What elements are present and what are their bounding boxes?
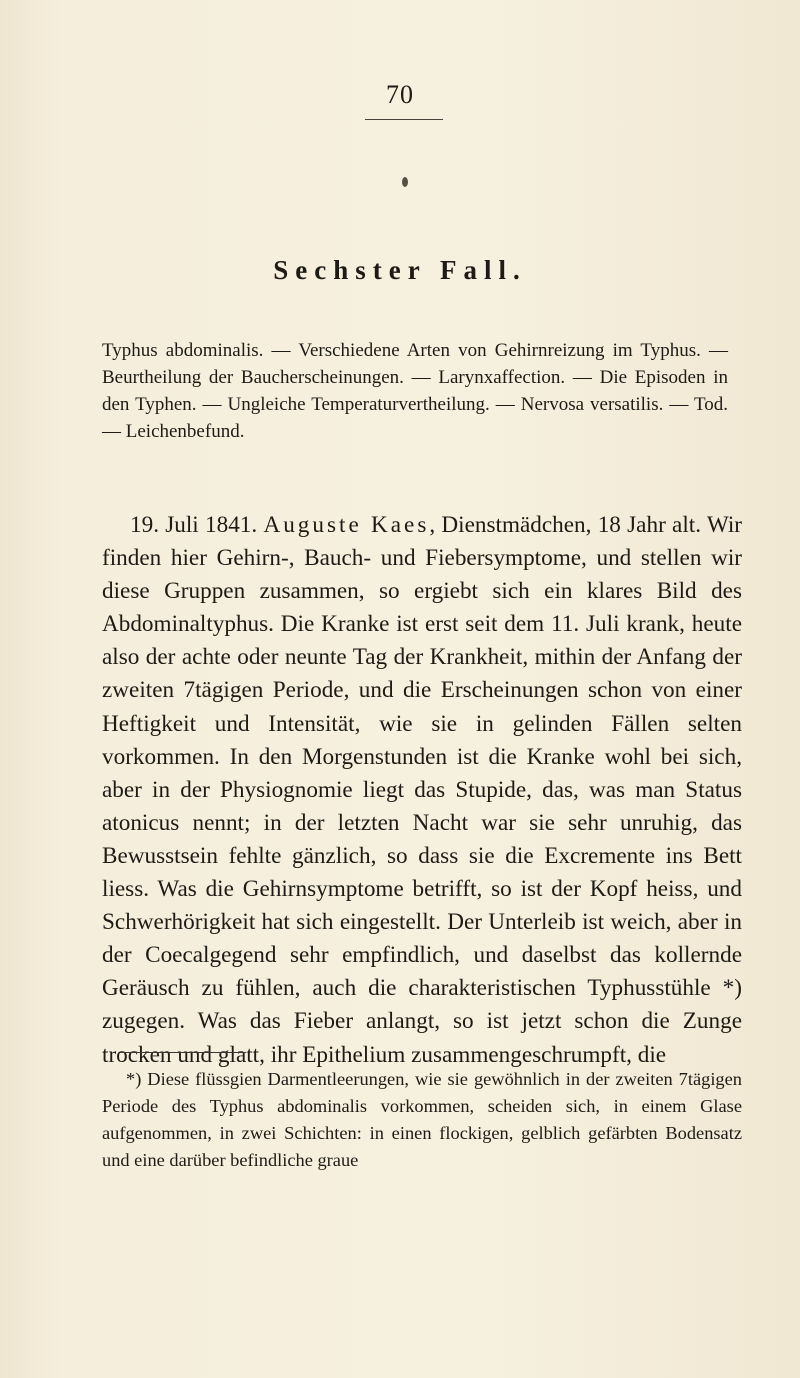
chapter-title: Sechster Fall.: [273, 255, 527, 285]
page-number: 70: [386, 80, 414, 109]
footnote-rule: [120, 1052, 246, 1053]
patient-name: Auguste Kaes: [263, 512, 430, 538]
chapter-summary: Typhus abdominalis. — Verschiedene Arten von Gehirnreizung im Typhus. — Beurtheilung der Baucherscheinungen. — Larynxaffection. — Die Episoden in den Typhen. — Ungleiche Temperaturvertheilung. — Nervosa versatilis. — Tod. — Leichenbefund.: [102, 340, 728, 442]
case-date: 19. Juli 1841.: [130, 512, 258, 538]
page-number-rule: [365, 119, 443, 120]
footnote: *) Diese flüssgien Darmentleerungen, wie sie gewöhnlich in der zweiten 7tägigen Periode des Typhus abdominalis vorkommen, scheiden sich, in einem Glase aufgenommen, in zwei Schichten: in einen flockigen, gelblich gefärbten Bodensatz und eine darüber befindliche graue: [102, 1069, 742, 1170]
ink-spot-ornament-icon: [402, 177, 408, 187]
case-text: , Dienstmädchen, 18 Jahr alt. Wir finden hier Gehirn-, Bauch- und Fiebersymptome, und stellen wir diese Gruppen zusammen, so ergiebt sich ein klares Bild des Abdominaltyphus. Die Kranke ist erst seit dem 11. Juli krank, heute also der achte oder neunte Tag der Krankheit, mithin der Anfang der zweiten 7tägigen Periode, und die Erscheinungen schon von einer Heftigkeit und Intensität, wie sie in gelinden Fällen selten vorkommen. In den Morgenstunden ist die Kranke wohl bei sich, aber in der Physiognomie liegt das Stupide, das, was man Status atonicus nennt; in der letzten Nacht war sie sehr unruhig, das Bewusstsein fehlte gänzlich, so dass sie die Excremente ins Bett liess. Was die Gehirnsymptome betrifft, so ist der Kopf heiss, und Schwerhörigkeit hat sich eingestellt. Der Unterleib ist weich, aber in der Coecalgegend sehr empfindlich, und daselbst das kollernde Geräusch zu fühlen, auch die charakteristischen Typhusstühle *) zugegen. Was das Fieber anlangt, so ist jetzt schon die Zunge trocken und glatt, ihr Epithelium zusammengeschrumpft, die: [102, 512, 742, 1068]
body-paragraph: [102, 509, 742, 1072]
